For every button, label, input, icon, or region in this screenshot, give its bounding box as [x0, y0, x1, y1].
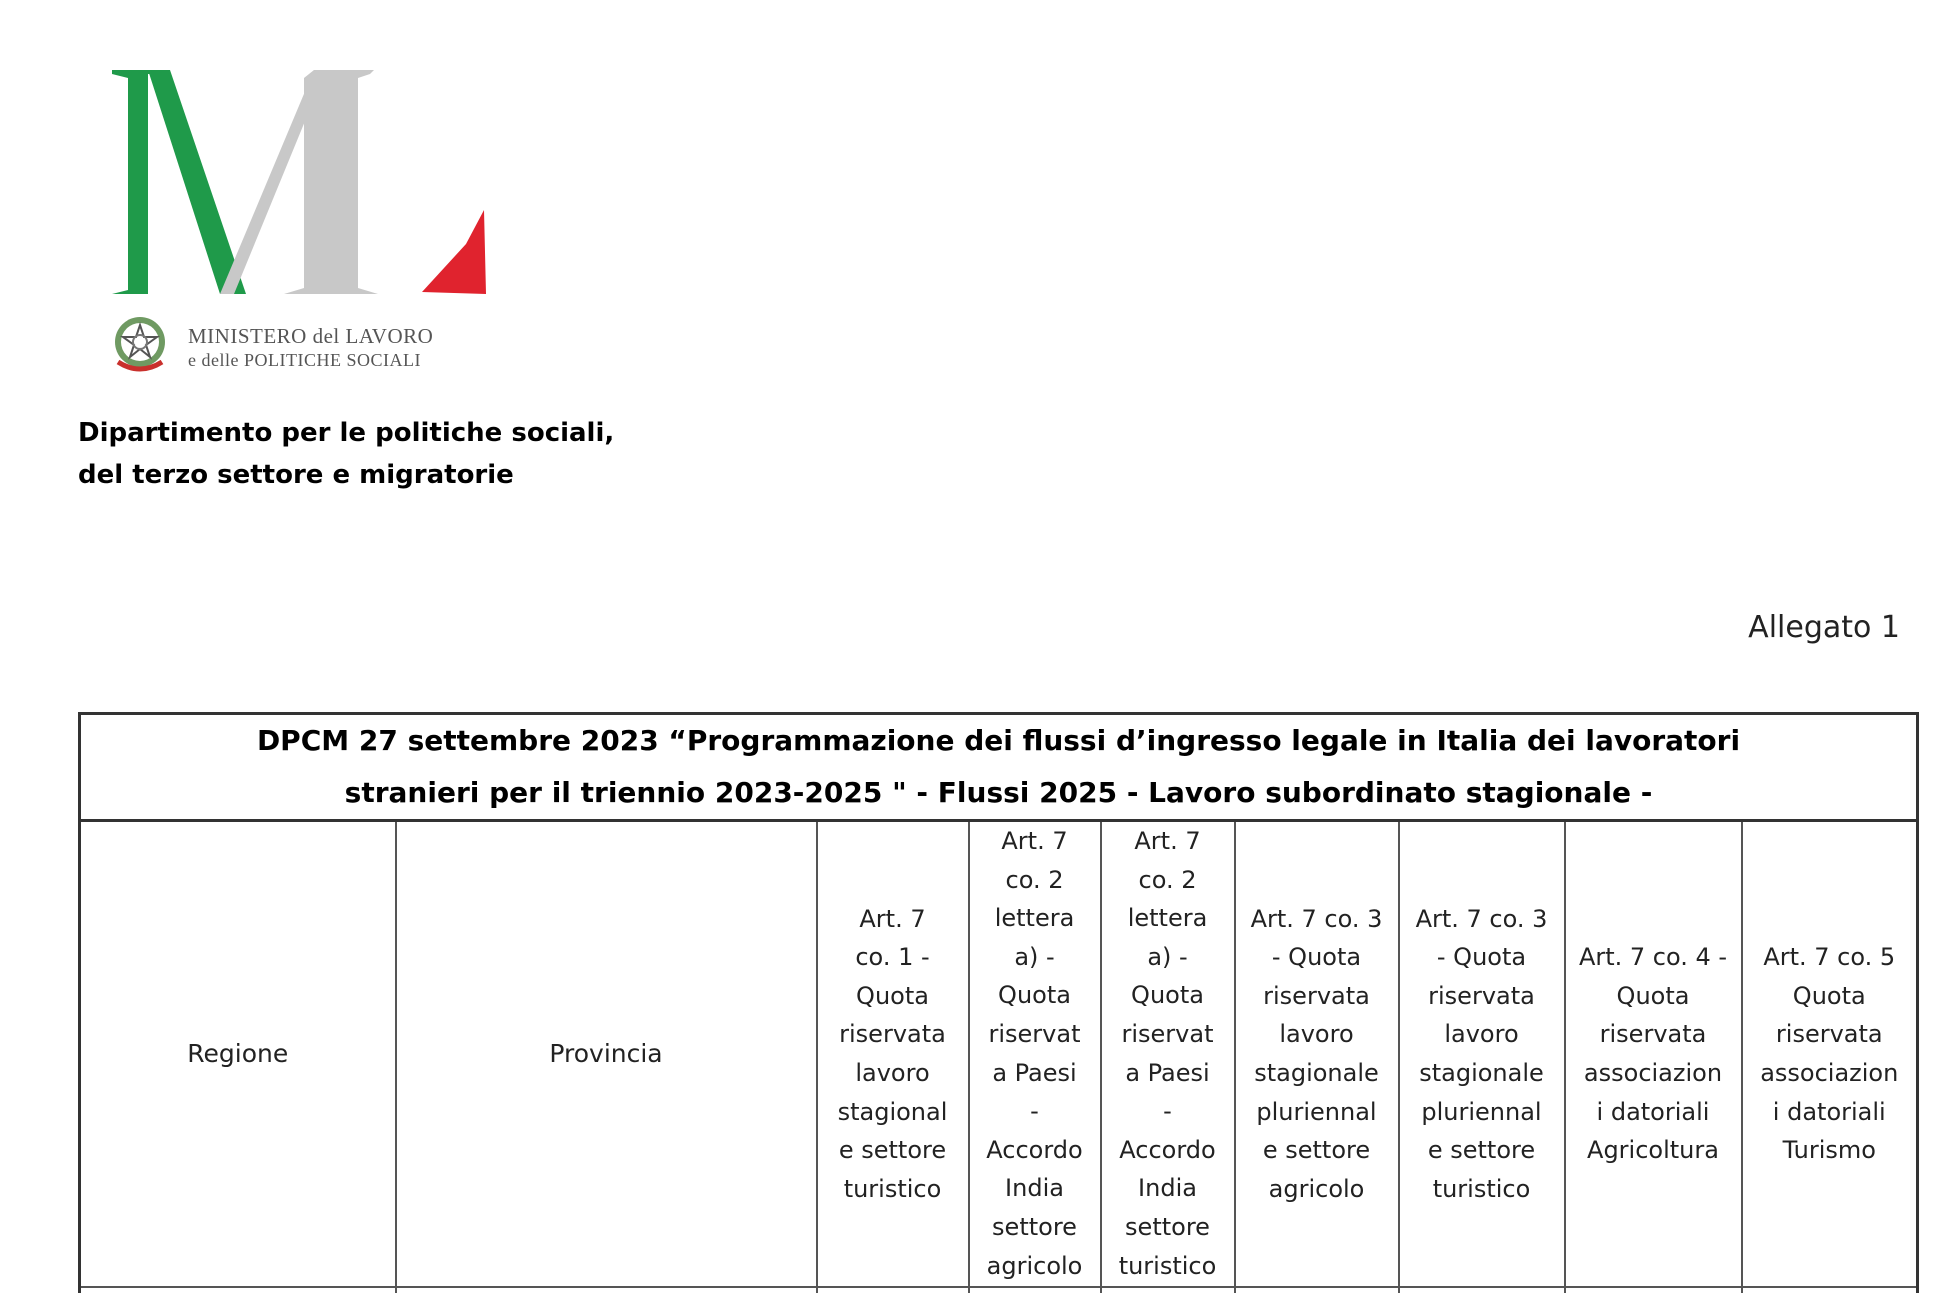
ministry-name-line1: MINISTERO del LAVORO — [188, 324, 434, 348]
quota-table — [78, 712, 1919, 1293]
column-header-art7-co1: Art. 7 co. 1 - Quota riservata lavoro stagional e settore turistico — [817, 821, 969, 1288]
column-header-regione: Regione — [80, 821, 396, 1288]
column-header-art7-co2-agricolo: Art. 7 co. 2 lettera a) - Quota riservat a Paesi - Accordo India settore agricolo — [969, 821, 1101, 1288]
department-line2: del terzo settore e migratorie — [78, 460, 514, 490]
department-line1: Dipartimento per le politiche sociali, — [78, 418, 615, 448]
table-title-line2: stranieri per il triennio 2023-2025 " - Flussi 2025 - Lavoro subordinato stagionale - — [344, 776, 1653, 809]
table-title — [80, 714, 1918, 821]
table-cell — [1235, 1287, 1399, 1293]
annex-label: Allegato 1 — [1748, 610, 1900, 645]
table-cell — [80, 1287, 396, 1293]
column-header-art7-co3-turistico: Art. 7 co. 3 - Quota riservata lavoro stagionale pluriennal e settore turistico — [1399, 821, 1565, 1288]
ministry-name-line2: e delle POLITICHE SOCIALI — [188, 350, 421, 370]
logo-red-foot — [422, 210, 486, 294]
ministry-logo — [108, 68, 488, 308]
table-cell — [396, 1287, 817, 1293]
column-header-provincia: Provincia — [396, 821, 817, 1288]
table-header-row — [80, 821, 1918, 1288]
table-cell — [1742, 1287, 1918, 1293]
table-cell — [1101, 1287, 1235, 1293]
republic-emblem-icon — [108, 312, 172, 378]
ministry-identity — [108, 312, 508, 380]
column-header-art7-co3-agricolo: Art. 7 co. 3 - Quota riservata lavoro stagionale pluriennal e settore agricolo — [1235, 821, 1399, 1288]
table-cell — [1565, 1287, 1742, 1293]
table-title-line1: DPCM 27 settembre 2023 “Programmazione dei flussi d’ingresso legale in Italia dei lavoratori — [256, 724, 1741, 757]
logo-grey-stem — [284, 70, 378, 294]
column-header-art7-co4: Art. 7 co. 4 - Quota riservata associazion i datoriali Agricoltura — [1565, 821, 1742, 1288]
column-header-art7-co5: Art. 7 co. 5 Quota riservata associazion i datoriali Turismo — [1742, 821, 1918, 1288]
table-cell — [817, 1287, 969, 1293]
ministry-name — [188, 324, 433, 372]
table-cell — [969, 1287, 1101, 1293]
column-header-art7-co2-turistico: Art. 7 co. 2 lettera a) - Quota riservat a Paesi - Accordo India settore turistico — [1101, 821, 1235, 1288]
department-name — [78, 412, 614, 496]
logo-green-diagonal — [148, 70, 246, 294]
table-cell — [1399, 1287, 1565, 1293]
table-row — [80, 1287, 1918, 1293]
